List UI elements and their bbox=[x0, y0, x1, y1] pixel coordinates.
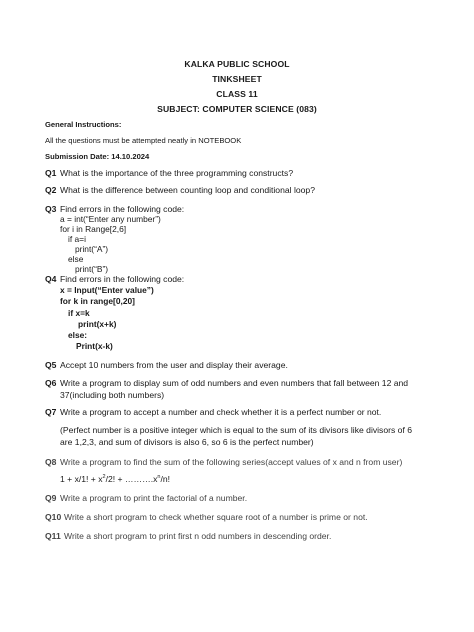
question-text: Write a short program to print first n odd numbers in descending order. bbox=[64, 531, 332, 541]
code-line: print(x+k) bbox=[78, 319, 117, 329]
question-note-continued: are 1,2,3, and sum of divisors is also 6, so 6 is the perfect number) bbox=[60, 437, 314, 447]
sheet-title: TINKSHEET bbox=[212, 74, 262, 84]
question-number: Q5 bbox=[45, 360, 57, 370]
code-line: x = Input(“Enter value”) bbox=[60, 285, 154, 295]
code-line: print(“A”) bbox=[75, 244, 109, 254]
code-line: for i in Range[2,6] bbox=[60, 224, 127, 234]
subject-title: SUBJECT: COMPUTER SCIENCE (083) bbox=[157, 104, 317, 114]
code-line: else: bbox=[68, 330, 88, 340]
question-text: Accept 10 numbers from the user and display their average. bbox=[60, 360, 288, 370]
question-text: Find errors in the following code: bbox=[60, 274, 185, 284]
question-number: Q11 bbox=[45, 531, 61, 541]
code-line: a = int(“Enter any number”) bbox=[60, 214, 161, 224]
question-number: Q3 bbox=[45, 204, 57, 214]
code-line: Print(x-k) bbox=[76, 341, 113, 351]
code-line: if x=k bbox=[68, 308, 90, 318]
question-text: Write a program to print the factorial of a number. bbox=[60, 493, 248, 503]
submission-date: Submission Date: 14.10.2024 bbox=[45, 152, 150, 161]
series-formula: 1 + x/1! + $x^2/2$! + $\dots\dots\dots.x^n/n$! bbox=[60, 474, 171, 484]
question-text: Write a program to display sum of odd numbers and even numbers that fall between 12 and bbox=[60, 378, 409, 388]
question-text: Write a short program to check whether square root of a number is prime or not. bbox=[64, 512, 368, 522]
question-number: Q10 bbox=[45, 512, 62, 522]
question-note: (Perfect number is a positive integer which is equal to the sum of its divisors like divisors of 6 bbox=[60, 425, 413, 435]
code-line: print(“B”) bbox=[75, 264, 109, 274]
question-text: What is the difference between counting loop and conditional loop? bbox=[60, 185, 315, 195]
question-number: Q6 bbox=[45, 378, 57, 388]
question-number: Q1 bbox=[45, 168, 57, 178]
question-text: Find errors in the following code: bbox=[60, 204, 185, 214]
question-text: Write a program to find the sum of the following series(accept values of x and n from user) bbox=[60, 457, 403, 467]
instructions-text: All the questions must be attempted neatly in NOTEBOOK bbox=[45, 136, 242, 145]
question-number: Q7 bbox=[45, 407, 57, 417]
question-text: Write a program to accept a number and check whether it is a perfect number or not. bbox=[60, 407, 382, 417]
instructions-heading: General Instructions: bbox=[45, 120, 122, 129]
code-line: else bbox=[68, 254, 84, 264]
class-title: CLASS 11 bbox=[216, 89, 258, 99]
question-number: Q8 bbox=[45, 457, 57, 467]
question-text: What is the importance of the three programming constructs? bbox=[60, 168, 294, 178]
code-line: for k in range[0,20] bbox=[60, 296, 135, 306]
question-number: Q2 bbox=[45, 185, 57, 195]
school-name: KALKA PUBLIC SCHOOL bbox=[184, 59, 290, 69]
question-number: Q9 bbox=[45, 493, 57, 503]
question-number: Q4 bbox=[45, 274, 57, 284]
question-text-continued: 37(including both numbers) bbox=[60, 390, 165, 400]
code-line: if a=i bbox=[68, 234, 86, 244]
